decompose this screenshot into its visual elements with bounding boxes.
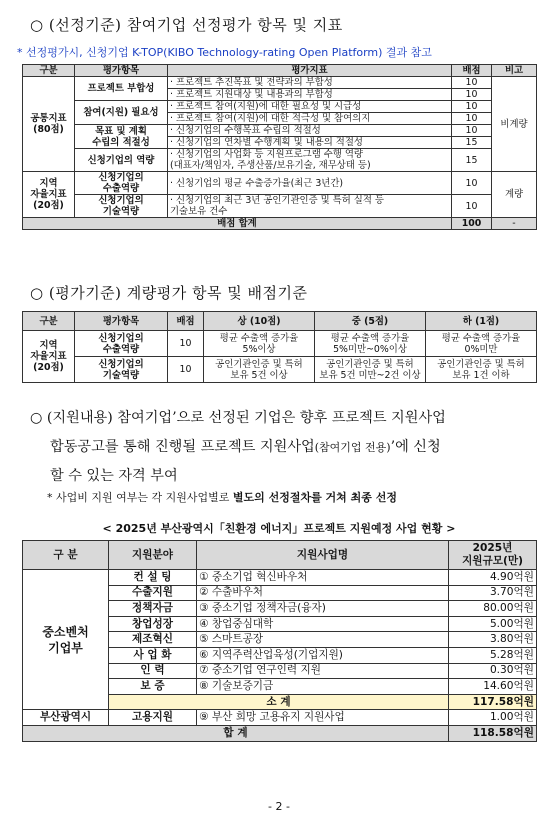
indicator-cell: · 프로젝트 참여(지원)에 대한 필요성 및 시급성 [168, 101, 452, 113]
header-category: 구분 [23, 312, 75, 331]
score-cell: 10 [452, 77, 492, 89]
header-note: 비고 [492, 65, 537, 77]
support-paragraph [30, 404, 542, 491]
funding-note [47, 489, 397, 505]
para-line-2b: (참여기업 전용) [314, 441, 391, 454]
program-cell: ⑦ 중소기업 연구인력 지원 [197, 663, 449, 679]
indicator-cell: · 신청기업의 최근 3년 공인기관인증 및 특허 실적 등 기술보유 건수 [168, 195, 452, 218]
field-cell: 정책자금 [109, 601, 197, 617]
field-cell: 보 증 [109, 679, 197, 695]
header-score: 배점 [168, 312, 204, 331]
amount-cell: 3.80억원 [449, 632, 537, 648]
header-program: 지원사업명 [197, 541, 449, 570]
section1-title: ○ (선정기준) 참여기업 선정평가 항목 및 지표 [30, 16, 343, 34]
score-cell: 10 [452, 101, 492, 113]
support-programs-table [22, 540, 537, 742]
table-row [23, 331, 537, 357]
page-number: - 2 - [268, 800, 290, 813]
program-cell: ⑧ 기술보증기금 [197, 679, 449, 695]
amount-cell: 4.90억원 [449, 570, 537, 586]
field-cell: 창업성장 [109, 616, 197, 632]
amount-cell: 1.00억원 [449, 710, 537, 726]
amount-cell: 5.00억원 [449, 616, 537, 632]
low-cell: 공인기관인증 및 특허 보유 1건 이하 [426, 357, 537, 383]
table-header-row [23, 541, 537, 570]
score-cell: 10 [168, 331, 204, 357]
score-cell: 10 [452, 89, 492, 101]
subtotal-label: 소 계 [109, 694, 449, 710]
field-cell: 고용지원 [109, 710, 197, 726]
table-header-row [23, 65, 537, 77]
indicator-cell: · 신청기업의 사업화 등 지원프로그램 수행 역량 (대표자/책임자, 주생산품/보유기술, 재무상태 등) [168, 149, 452, 172]
header-category: 구 분 [23, 541, 109, 570]
para-line-2 [30, 433, 542, 462]
amount-cell: 3.70억원 [449, 585, 537, 601]
score-cell: 10 [168, 357, 204, 383]
total-amount: 118.58억원 [449, 725, 537, 741]
score-cell: 15 [452, 137, 492, 149]
high-cell: 평균 수출액 증가율 5%이상 [204, 331, 315, 357]
item-label: 프로젝트 부합성 [75, 77, 168, 101]
score-cell: 10 [452, 113, 492, 125]
amount-cell: 5.28억원 [449, 647, 537, 663]
indicator-cell: · 신청기업의 연차별 수행계획 및 내용의 적절성 [168, 137, 452, 149]
table-row [23, 77, 537, 89]
header-mid: 중 (5점) [315, 312, 426, 331]
table-row [23, 357, 537, 383]
header-item: 평가항목 [75, 312, 168, 331]
program-cell: ② 수출바우처 [197, 585, 449, 601]
group-busan-label: 부산광역시 [23, 710, 109, 726]
note-nonquant: 비계량 [492, 77, 537, 172]
section2-title: ○ (평가기준) 계량평가 항목 및 배점기준 [30, 284, 308, 302]
table-row [23, 195, 537, 218]
indicator-cell: · 신청기업의 수행목표 수립의 적절성 [168, 125, 452, 137]
item-label: 목표 및 계획 수립의 적절성 [75, 125, 168, 149]
total-note: - [492, 218, 537, 230]
header-score: 배점 [452, 65, 492, 77]
amount-cell: 14.60억원 [449, 679, 537, 695]
group-common-label: 공통지표 (80점) [23, 77, 75, 172]
program-cell: ⑨ 부산 희망 고용유지 지원사업 [197, 710, 449, 726]
field-cell: 사 업 화 [109, 647, 197, 663]
score-cell: 15 [452, 149, 492, 172]
indicator-cell: · 프로젝트 추진목표 및 전략과의 부합성 [168, 77, 452, 89]
header-low: 하 (1점) [426, 312, 537, 331]
item-label: 신청기업의 역량 [75, 149, 168, 172]
scoring-criteria-table [22, 311, 537, 383]
score-cell: 10 [452, 195, 492, 218]
program-cell: ④ 창업중심대학 [197, 616, 449, 632]
score-cell: 10 [452, 125, 492, 137]
indicator-cell: · 프로젝트 지원대상 및 내용과의 부합성 [168, 89, 452, 101]
group-mss-label: 중소벤처 기업부 [23, 570, 109, 710]
group-regional-label: 지역 자율지표 (20점) [23, 331, 75, 383]
low-cell: 평균 수출액 증가율 0%미만 [426, 331, 537, 357]
header-high: 상 (10점) [204, 312, 315, 331]
selection-criteria-table [22, 64, 537, 230]
mid-cell: 평균 수출액 증가율 5%미만~0%이상 [315, 331, 426, 357]
total-row [23, 218, 537, 230]
ktop-note: * 선정평가시, 신청기업 K-TOP(KIBO Technology-rating Open Platform) 결과 참고 [17, 46, 432, 59]
total-score: 100 [452, 218, 492, 230]
table-row [23, 101, 537, 113]
field-cell: 제조혁신 [109, 632, 197, 648]
field-cell: 컨 설 팅 [109, 570, 197, 586]
subtotal-amount: 117.58억원 [449, 694, 537, 710]
table-row [23, 149, 537, 172]
table-row [23, 710, 537, 726]
group-regional-label: 지역 자율지표 (20점) [23, 172, 75, 218]
header-category: 구분 [23, 65, 75, 77]
field-cell: 수출지원 [109, 585, 197, 601]
funding-note-emph: 별도의 선정절차를 거쳐 최종 선정 [232, 491, 397, 504]
score-cell: 10 [452, 172, 492, 195]
item-label: 신청기업의 수출역량 [75, 331, 168, 357]
field-cell: 인 력 [109, 663, 197, 679]
indicator-cell: · 신청기업의 평균 수출증가율(최근 3년간) [168, 172, 452, 195]
table-header-row [23, 312, 537, 331]
header-field: 지원분야 [109, 541, 197, 570]
total-row [23, 725, 537, 741]
para-line-2a: 합동공고를 통해 진행될 프로젝트 지원사업 [50, 439, 315, 455]
program-cell: ⑥ 지역주력산업육성(기업지원) [197, 647, 449, 663]
header-amount: 2025년 지원규모(만) [449, 541, 537, 570]
amount-cell: 0.30억원 [449, 663, 537, 679]
header-item: 평가항목 [75, 65, 168, 77]
item-label: 신청기업의 기술역량 [75, 357, 168, 383]
program-cell: ① 중소기업 혁신바우처 [197, 570, 449, 586]
amount-cell: 80.00억원 [449, 601, 537, 617]
header-indicator: 평가지표 [168, 65, 452, 77]
table3-caption: < 2025년 부산광역시「친환경 에너지」프로젝트 지원예정 사업 현황 > [102, 522, 456, 535]
table-row [23, 172, 537, 195]
item-label: 참여(지원) 필요성 [75, 101, 168, 125]
item-label: 신청기업의 수출역량 [75, 172, 168, 195]
indicator-cell: · 프로젝트 참여(지원)에 대한 적극성 및 참여의지 [168, 113, 452, 125]
funding-note-prefix: * 사업비 지원 여부는 각 지원사업별로 [47, 491, 233, 504]
note-quant: 계량 [492, 172, 537, 218]
mid-cell: 공인기관인증 및 특허 보유 5건 미만~2건 이상 [315, 357, 426, 383]
high-cell: 공인기관인증 및 특허 보유 5건 이상 [204, 357, 315, 383]
para-line-2c: ’에 신청 [390, 439, 441, 455]
table-row [23, 125, 537, 137]
total-label: 합 계 [23, 725, 449, 741]
item-label: 신청기업의 기술역량 [75, 195, 168, 218]
program-cell: ③ 중소기업 정책자금(융자) [197, 601, 449, 617]
para-line-3: 할 수 있는 자격 부여 [50, 468, 178, 484]
total-label: 배점 합계 [23, 218, 452, 230]
table-row [23, 570, 537, 586]
para-line-1: ○ (지원내용) 참여기업’으로 선정된 기업은 향후 프로젝트 지원사업 [30, 410, 446, 426]
program-cell: ⑤ 스마트공장 [197, 632, 449, 648]
